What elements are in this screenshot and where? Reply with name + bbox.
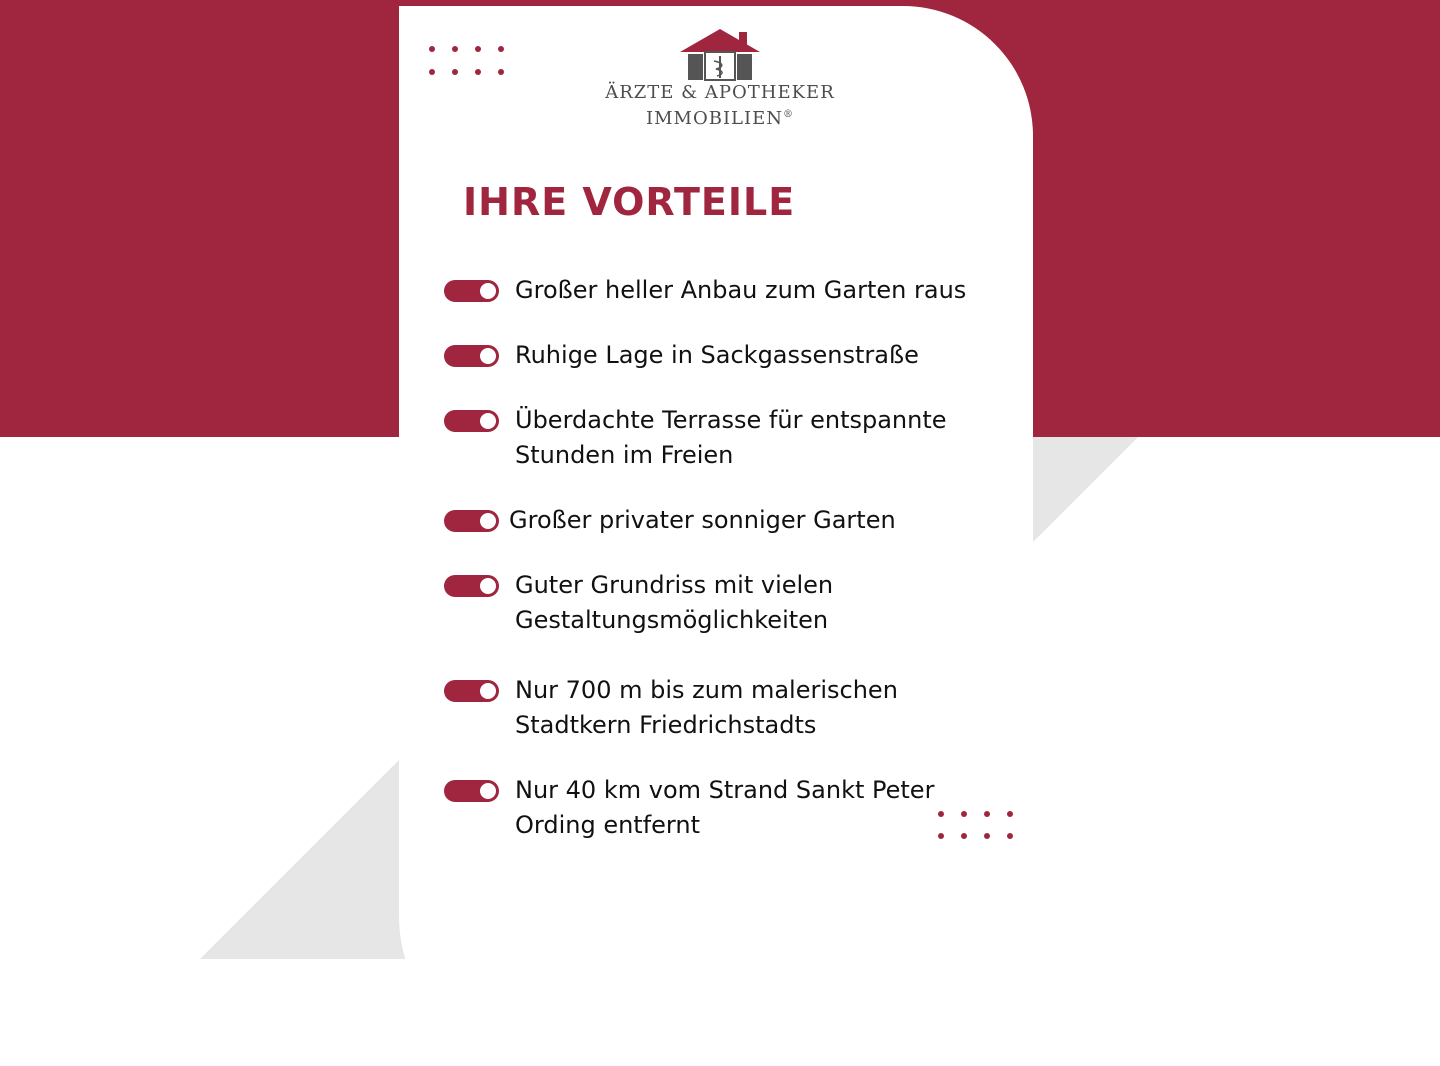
toggle-knob [480,683,496,699]
feature-text [515,403,947,473]
feature-text-line: Stadtkern Friedrichstadts [515,711,817,739]
brand-logo [590,26,850,130]
toggle-knob [480,578,496,594]
feature-text [509,503,896,538]
toggle-icon [444,510,499,532]
feature-text [515,273,966,308]
page-title: IHRE VORTEILE [463,180,796,224]
toggle-icon [444,575,499,597]
feature-text-line: Überdachte Terrasse für entspannte [515,406,947,434]
feature-text [515,773,934,843]
feature-text-line: Nur 40 km vom Strand Sankt Peter [515,776,935,804]
toggle-icon [444,410,499,432]
feature-text [515,568,833,638]
house-caduceus-icon [680,26,760,82]
feature-text-line: Gestaltungsmöglichkeiten [515,606,829,634]
brand-name-line1: ÄRZTE & APOTHEKER [605,82,835,103]
feature-text [515,338,919,373]
feature-text-line: Großer heller Anbau zum Garten raus [515,276,967,304]
feature-text-line: Guter Grundriss mit vielen [515,571,834,599]
toggle-knob [480,783,496,799]
toggle-icon [444,345,499,367]
toggle-knob [480,283,496,299]
toggle-icon [444,680,499,702]
toggle-knob [480,348,496,364]
feature-text-line: Ording entfernt [515,811,700,839]
brand-name-line2: IMMOBILIEN® [645,108,795,129]
feature-text-line: Ruhige Lage in Sackgassenstraße [515,341,919,369]
toggle-knob [480,513,496,529]
toggle-knob [480,413,496,429]
registered-mark: ® [783,109,795,120]
toggle-icon [444,780,499,802]
feature-text [515,673,898,743]
feature-text-line: Nur 700 m bis zum malerischen [515,676,898,704]
feature-text-line: Stunden im Freien [515,441,734,469]
toggle-icon [444,280,499,302]
feature-text-line: Großer privater sonniger Garten [509,506,896,534]
